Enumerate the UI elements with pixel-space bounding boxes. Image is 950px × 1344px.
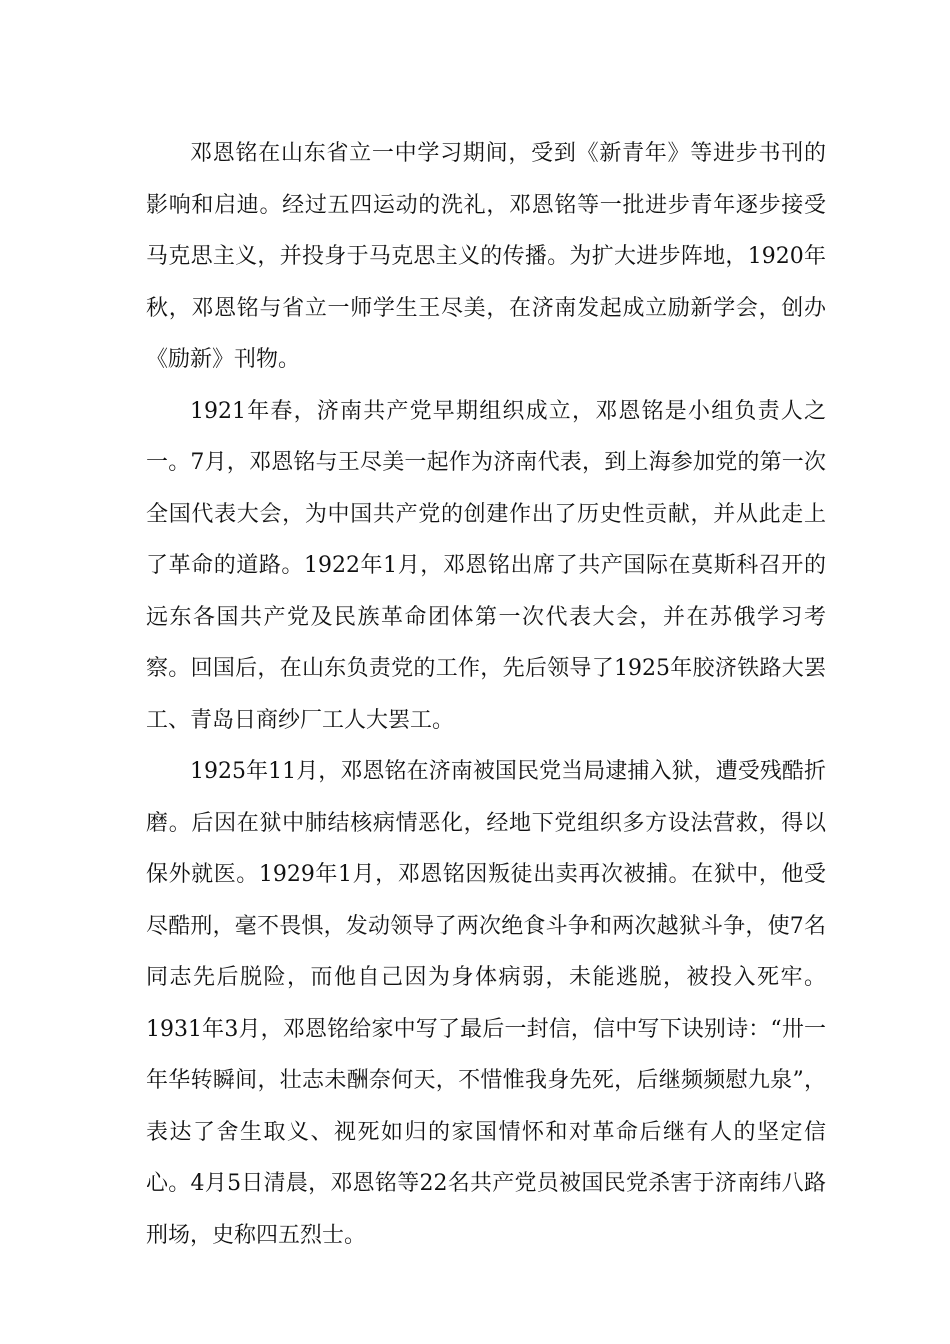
paragraph-1: 邓恩铭在山东省立一中学习期间，受到《新青年》等进步书刊的影响和启迪。经过五四运动的洗礼，邓恩铭等一批进步青年逐步接受马克思主义，并投身于马克思主义的传播。为扩大进步阵地，1920年秋，邓恩铭与省立一师学生王尽美，在济南发起成立励新学会，创办《励新》刊物。 — [146, 141, 826, 372]
paragraph-3: 1925年11月，邓恩铭在济南被国民党当局逮捕入狱，遭受残酷折磨。后因在狱中肺结核病情恶化，经地下党组织多方设法营救，得以保外就医。1929年1月，邓恩铭因叛徒出卖再次被捕。在狱中，他受尽酷刑，毫不畏惧，发动领导了两次绝食斗争和两次越狱斗争，使7名同志先后脱险，而他自己因为身体病弱，未能逃脱，被投入死牢。1931年3月，邓恩铭给家中写了最后一封信，信中写下诀别诗：“卅一年华转瞬间，壮志未酬奈何天，不惜惟我身先死，后继频频慰九泉”，表达了舍生取义、视死如归的家国情怀和对革命后继有人的坚定信心。4月5日清晨，邓恩铭等22名共产党员被国民党杀害于济南纬八路刑场，史称四五烈士。 — [146, 759, 826, 1248]
document-body — [146, 128, 826, 1261]
paragraph-2: 1921年春，济南共产党早期组织成立，邓恩铭是小组负责人之一。7月，邓恩铭与王尽美一起作为济南代表，到上海参加党的第一次全国代表大会，为中国共产党的创建作出了历史性贡献，并从此走上了革命的道路。1922年1月，邓恩铭出席了共产国际在莫斯科召开的远东各国共产党及民族革命团体第一次代表大会，并在苏俄学习考察。回国后，在山东负责党的工作，先后领导了1925年胶济铁路大罢工、青岛日商纱厂工人大罢工。 — [146, 398, 826, 733]
